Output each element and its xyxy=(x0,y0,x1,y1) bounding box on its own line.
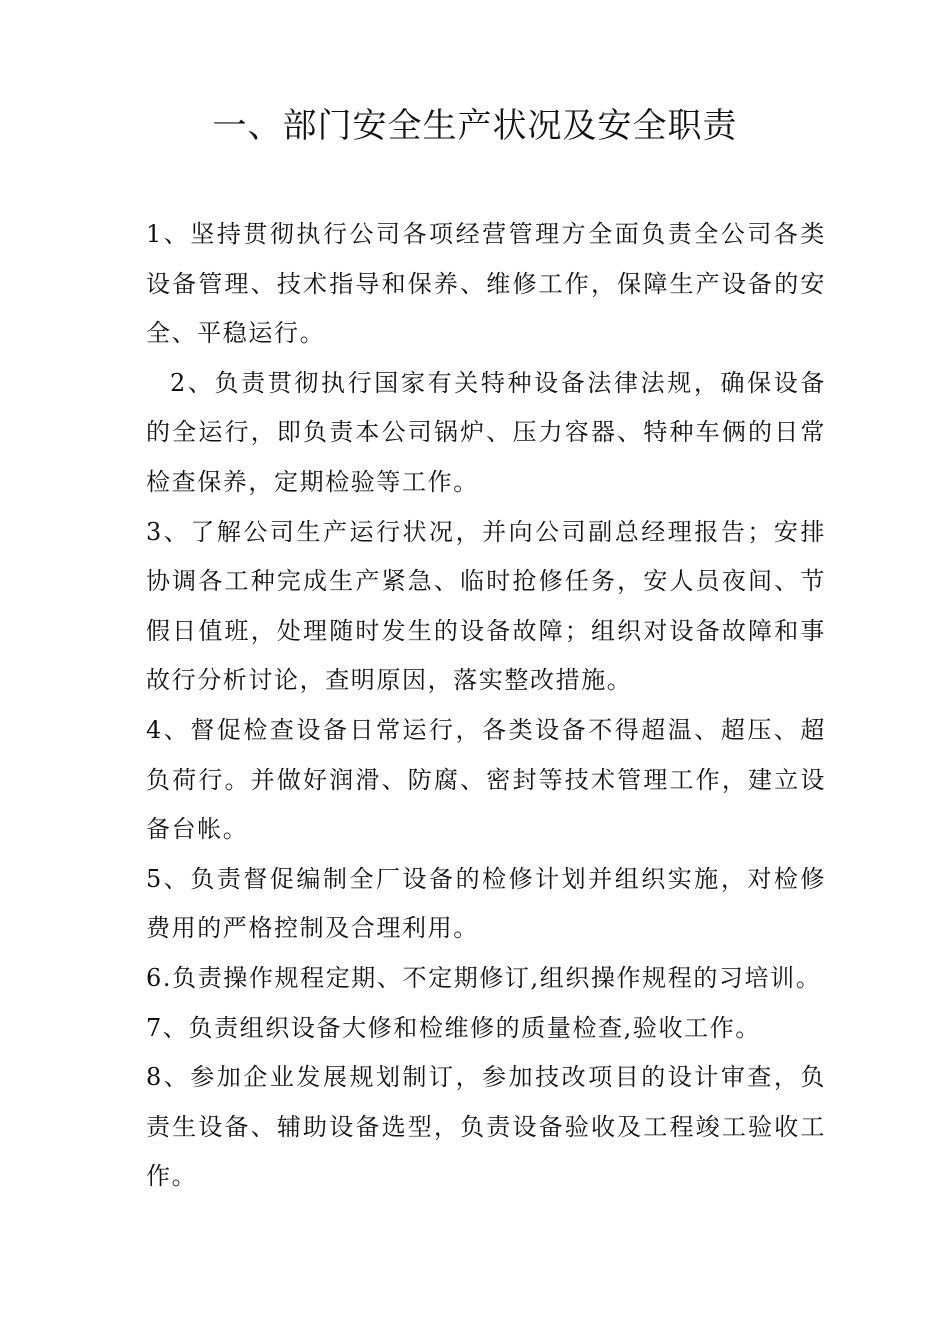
document-body xyxy=(146,210,826,1202)
paragraph-2: 2、负责贯彻执行国家有关特种设备法律法规，确保设备的全运行，即负责本公司锅炉、压力容器、特种车俩的日常检查保养，定期检验等工作。 xyxy=(146,368,826,496)
paragraph-8: 8、参加企业发展规划制订，参加技改项目的设计审查，负责生设备、辅助设备选型，负责设备验收及工程竣工验收工作。 xyxy=(146,1063,826,1191)
paragraph-5: 5、负责督促编制全厂设备的检修计划并组织实施，对检修费用的严格控制及合理利用。 xyxy=(146,864,826,943)
paragraph-1: 1、坚持贯彻执行公司各项经营管理方全面负责全公司各类设备管理、技术指导和保养、维修工作，保障生产设备的安全、平稳运行。 xyxy=(146,220,826,348)
paragraph-7: 7、负责组织设备大修和检维修的质量检查,验收工作。 xyxy=(146,1013,761,1042)
paragraph-6: 6.负责操作规程定期、不定期修订,组织操作规程的习培训。 xyxy=(146,963,822,992)
paragraph-4: 4、督促检查设备日常运行，各类设备不得超温、超压、超负荷行。并做好润滑、防腐、密封等技术管理工作，建立设备台帐。 xyxy=(146,715,826,844)
page-title: 一、部门安全生产状况及安全职责 xyxy=(212,106,738,146)
paragraph-3: 3、了解公司生产运行状况，并向公司副总经理报告；安排协调各工种完成生产紧急、临时抢修任务，安人员夜间、节假日值班，处理随时发生的设备故障；组织对设备故障和事故行分析讨论，查明原因，落实整改措施。 xyxy=(146,517,826,695)
